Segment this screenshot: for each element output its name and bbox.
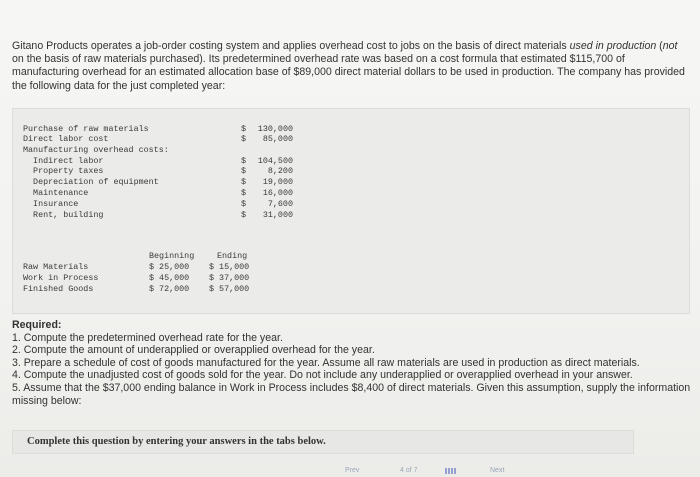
- required-item: 1. Compute the predetermined overhead rate for the year.: [12, 331, 283, 344]
- inventory-begin: $ 45,000: [149, 273, 190, 283]
- complete-instruction-bar: [12, 430, 634, 454]
- cost-amount: 85,000: [262, 134, 293, 144]
- required-heading: Required:: [12, 319, 62, 331]
- inventory-row-label: Work in Process: [23, 273, 99, 283]
- prev-button[interactable]: Prev: [345, 467, 360, 474]
- inventory-row-label: Finished Goods: [23, 284, 94, 294]
- required-item: 4. Compute the unadjusted cost of goods sold for the year. Do not include any underapplied or overapplied overhead in your answer.: [12, 369, 633, 382]
- data-table-box: [12, 108, 690, 314]
- inventory-row-label: Raw Materials: [23, 262, 89, 272]
- cost-amount: 16,000: [262, 188, 293, 198]
- cost-label: Depreciation of equipment: [23, 177, 159, 187]
- cost-label: Maintenance: [23, 188, 89, 198]
- intro-paragraph: [12, 40, 688, 93]
- intro-italic-1: used in production: [569, 40, 657, 52]
- cost-currency: $: [241, 156, 247, 166]
- cost-currency: $: [241, 166, 247, 176]
- intro-text-3: on the basis of raw materials purchased). Its predetermined overhead rate was based on a cost formula that estimated $115,700 of manufacturing overhead for an estimated allocation base of $89,000 direct material dollars to be used in production. The company has provided the following data for the just completed year:: [12, 53, 685, 92]
- cost-amount: 130,000: [257, 124, 293, 134]
- cost-amount: 7,600: [267, 199, 293, 209]
- inventory-end: $ 37,000: [209, 273, 250, 283]
- cost-label: Manufacturing overhead costs:: [23, 145, 169, 155]
- page-indicator: 4 of 7: [400, 467, 418, 474]
- intro-text-1: Gitano Products operates a job-order costing system and applies overhead cost to jobs on the basis of direct materials: [12, 40, 570, 52]
- cost-label: Rent, building: [23, 210, 104, 220]
- cost-label: Insurance: [23, 199, 79, 209]
- required-item: 3. Prepare a schedule of cost of goods manufactured for the year. Assume all raw materials are used in production as direct materials.: [12, 356, 640, 369]
- complete-instruction-text: Complete this question by entering your answers in the tabs below.: [27, 436, 326, 447]
- cost-amount: 19,000: [262, 177, 293, 187]
- required-section: [12, 319, 692, 407]
- cost-label: Direct labor cost: [23, 134, 109, 144]
- cost-currency: $: [241, 134, 247, 144]
- next-button[interactable]: Next: [490, 467, 505, 474]
- cost-label: Indirect labor: [23, 156, 104, 166]
- intro-italic-2: not: [662, 40, 678, 52]
- inventory-header-beginning: Beginning: [149, 251, 195, 261]
- grid-icon[interactable]: [445, 468, 457, 474]
- cost-label: Purchase of raw materials: [23, 124, 149, 134]
- cost-label: Property taxes: [23, 166, 104, 176]
- required-item: 2. Compute the amount of underapplied or overapplied overhead for the year.: [12, 344, 375, 357]
- inventory-end: $ 15,000: [209, 262, 250, 272]
- inventory-begin: $ 72,000: [149, 284, 190, 294]
- cost-amount: 104,500: [257, 156, 293, 166]
- required-item: 5. Assume that the $37,000 ending balance in Work in Process includes $8,400 of direct materials. Given this assumption, supply the information missing below:: [12, 381, 691, 407]
- cost-currency: $: [241, 210, 247, 220]
- inventory-begin: $ 25,000: [149, 262, 190, 272]
- cost-amount: 8,200: [267, 166, 293, 176]
- intro-text-2: (: [656, 40, 663, 52]
- cost-currency: $: [241, 177, 247, 187]
- cost-currency: $: [241, 188, 247, 198]
- cost-amount: 31,000: [262, 210, 293, 220]
- inventory-end: $ 57,000: [209, 284, 250, 294]
- cost-currency: $: [241, 199, 247, 209]
- inventory-header-ending: Ending: [217, 251, 248, 261]
- cost-currency: $: [241, 124, 247, 134]
